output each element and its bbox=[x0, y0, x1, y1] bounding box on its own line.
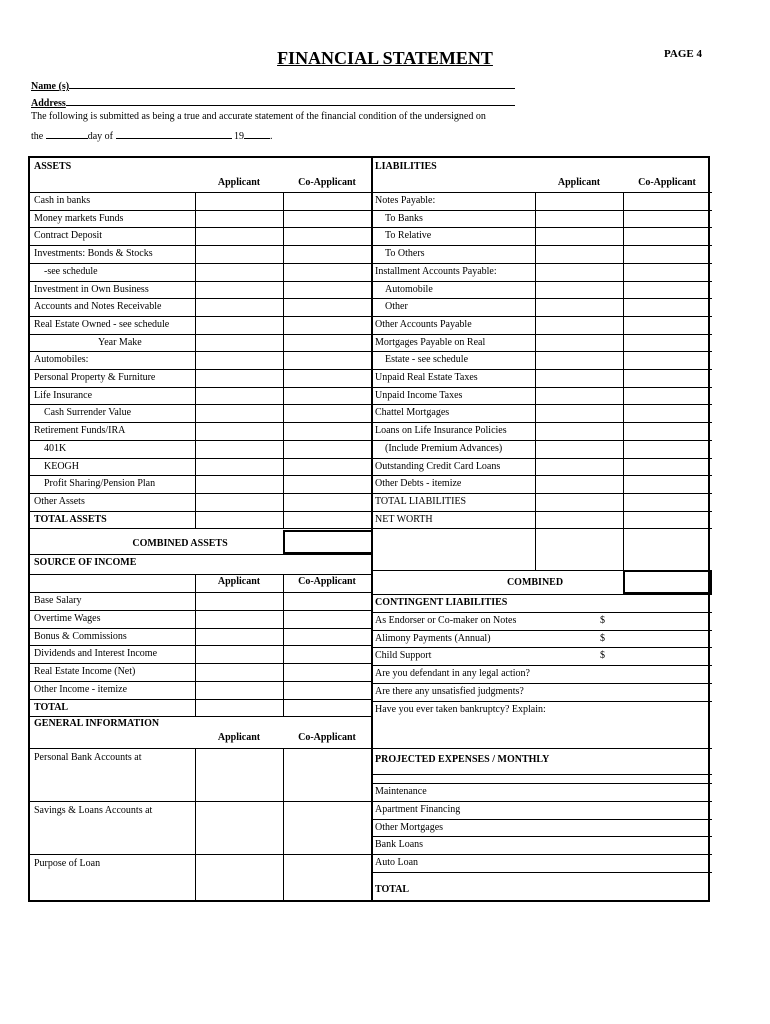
income-applicant-field[interactable] bbox=[196, 593, 283, 610]
asset-row-label: 401K bbox=[44, 442, 67, 454]
income-applicant-field[interactable] bbox=[196, 646, 283, 663]
general-col-rule bbox=[283, 748, 284, 902]
liability-row-label: NET WORTH bbox=[375, 513, 433, 525]
income-co-applicant-field[interactable] bbox=[284, 682, 371, 699]
general-applicant-field[interactable] bbox=[196, 749, 283, 801]
contingent-row-label: Alimony Payments (Annual) bbox=[375, 632, 491, 644]
contingent-answer-field[interactable] bbox=[610, 666, 708, 683]
date-end: . bbox=[270, 131, 273, 142]
general-col-rule bbox=[195, 748, 196, 902]
liability-co-applicant-field[interactable] bbox=[624, 352, 711, 369]
income-top-rule bbox=[30, 554, 371, 555]
contingent-answer-field[interactable] bbox=[610, 702, 708, 719]
expense-row-label: Other Mortgages bbox=[375, 821, 444, 833]
liability-applicant-field[interactable] bbox=[536, 264, 623, 281]
asset-co-applicant-field[interactable] bbox=[284, 423, 371, 440]
expense-amount-field[interactable] bbox=[510, 837, 708, 854]
asset-row-label: Year Make bbox=[98, 336, 142, 348]
spacer bbox=[371, 774, 712, 775]
liability-row-label: Estate - see schedule bbox=[385, 354, 469, 366]
general-row-label: Purpose of Loan bbox=[34, 858, 101, 870]
liability-applicant-field[interactable] bbox=[536, 352, 623, 369]
liability-co-applicant-field[interactable] bbox=[624, 193, 711, 210]
date-day-field[interactable] bbox=[46, 127, 88, 139]
asset-co-applicant-field[interactable] bbox=[284, 459, 371, 476]
liability-row-label: Unpaid Real Estate Taxes bbox=[375, 372, 478, 383]
asset-co-applicant-field[interactable] bbox=[284, 388, 371, 405]
income-row-label: Overtime Wages bbox=[34, 613, 101, 624]
asset-applicant-field[interactable] bbox=[196, 459, 283, 476]
liability-applicant-field[interactable] bbox=[536, 193, 623, 210]
income-co-applicant-field[interactable] bbox=[284, 611, 371, 628]
expense-row-label: Bank Loans bbox=[375, 839, 424, 851]
asset-row-label: KEOGH bbox=[44, 460, 79, 472]
asset-co-applicant-field[interactable] bbox=[284, 476, 371, 493]
income-co-applicant-header: Co-Applicant bbox=[298, 576, 356, 588]
liability-applicant-field[interactable] bbox=[536, 494, 623, 511]
liability-co-applicant-field[interactable] bbox=[624, 264, 711, 281]
liability-co-applicant-field[interactable] bbox=[624, 423, 711, 440]
asset-co-applicant-field[interactable] bbox=[284, 264, 371, 281]
asset-row-label: Investments: Bonds & Stocks bbox=[34, 248, 153, 260]
income-row-rule bbox=[30, 716, 371, 717]
expense-row-label: Maintenance bbox=[375, 786, 427, 798]
name-label: Name (s) bbox=[31, 81, 70, 92]
asset-co-applicant-field[interactable] bbox=[284, 282, 371, 299]
liability-co-applicant-field[interactable] bbox=[624, 459, 711, 476]
liability-applicant-field[interactable] bbox=[536, 370, 623, 387]
income-row-label: TOTAL bbox=[34, 701, 69, 713]
liabilities-title: LIABILITIES bbox=[375, 161, 437, 172]
contingent-row-label: As Endorser or Co-maker on Notes bbox=[375, 615, 517, 626]
asset-co-applicant-field[interactable] bbox=[284, 228, 371, 245]
liability-co-applicant-field[interactable] bbox=[624, 405, 711, 422]
expenses-title: PROJECTED EXPENSES / MONTHLY bbox=[375, 754, 550, 766]
assets-col-rule bbox=[283, 192, 284, 528]
asset-row-label: Automobiles: bbox=[34, 354, 89, 366]
liability-applicant-field[interactable] bbox=[536, 405, 623, 422]
date-the-label: the bbox=[31, 131, 44, 142]
liability-co-applicant-field[interactable] bbox=[624, 388, 711, 405]
income-co-applicant-field[interactable] bbox=[284, 700, 371, 717]
liability-row-label: Chattel Mortgages bbox=[375, 407, 450, 419]
general-co-applicant-field[interactable] bbox=[284, 855, 371, 907]
address-label: Address bbox=[31, 98, 66, 109]
liability-co-applicant-field[interactable] bbox=[624, 441, 711, 458]
income-co-applicant-field[interactable] bbox=[284, 629, 371, 646]
income-applicant-field[interactable] bbox=[196, 611, 283, 628]
asset-co-applicant-field[interactable] bbox=[284, 299, 371, 316]
income-applicant-field[interactable] bbox=[196, 664, 283, 681]
liability-applicant-field[interactable] bbox=[536, 246, 623, 263]
liability-row-label: Installment Accounts Payable: bbox=[375, 265, 497, 277]
expense-amount-field[interactable] bbox=[510, 820, 708, 837]
income-row-label: Bonus & Commissions bbox=[34, 630, 127, 642]
liability-co-applicant-field[interactable] bbox=[624, 282, 711, 299]
liability-co-applicant-field[interactable] bbox=[624, 512, 711, 529]
assets-col-rule bbox=[195, 192, 196, 528]
liability-row-label: To Relative bbox=[385, 230, 432, 242]
liability-row-label: Other Accounts Payable bbox=[375, 318, 472, 330]
income-title: SOURCE OF INCOME bbox=[34, 557, 137, 569]
general-applicant-header: Applicant bbox=[217, 732, 261, 744]
contingent-answer-field[interactable] bbox=[610, 684, 708, 701]
expense-amount-field[interactable] bbox=[510, 802, 708, 819]
asset-applicant-field[interactable] bbox=[196, 388, 283, 405]
asset-row-label: Real Estate Owned - see schedule bbox=[34, 318, 170, 330]
contingent-answer-field[interactable] bbox=[610, 648, 708, 665]
date-month-field[interactable] bbox=[116, 127, 232, 139]
income-applicant-field[interactable] bbox=[196, 700, 283, 717]
liability-applicant-field[interactable] bbox=[536, 335, 623, 352]
asset-co-applicant-field[interactable] bbox=[284, 512, 371, 529]
asset-co-applicant-field[interactable] bbox=[284, 405, 371, 422]
expenses-total-label: TOTAL bbox=[375, 883, 410, 895]
date-row bbox=[31, 127, 273, 142]
asset-row-label: Accounts and Notes Receivable bbox=[34, 301, 162, 313]
address-row bbox=[31, 94, 515, 109]
liability-co-applicant-field[interactable] bbox=[624, 317, 711, 334]
expense-amount-field[interactable] bbox=[510, 855, 708, 872]
asset-row-label: TOTAL ASSETS bbox=[34, 513, 107, 525]
asset-row-label: Cash Surrender Value bbox=[44, 407, 132, 419]
asset-applicant-field[interactable] bbox=[196, 494, 283, 511]
income-co-applicant-field[interactable] bbox=[284, 664, 371, 681]
assets-applicant-header: Applicant bbox=[217, 177, 261, 188]
asset-applicant-field[interactable] bbox=[196, 264, 283, 281]
liability-applicant-field[interactable] bbox=[536, 388, 623, 405]
liability-applicant-field[interactable] bbox=[536, 299, 623, 316]
contingent-top-rule bbox=[371, 594, 712, 595]
liability-co-applicant-field[interactable] bbox=[624, 494, 711, 511]
date-day-of-label: day of bbox=[87, 131, 113, 142]
expense-row-label: Auto Loan bbox=[375, 857, 419, 868]
asset-co-applicant-field[interactable] bbox=[284, 441, 371, 458]
asset-row-label: Contract Deposit bbox=[34, 230, 103, 242]
contingent-answer-field[interactable] bbox=[610, 613, 708, 630]
liability-row-label: Unpaid Income Taxes bbox=[375, 389, 463, 401]
asset-row-rule bbox=[30, 528, 371, 529]
asset-co-applicant-field[interactable] bbox=[284, 335, 371, 352]
asset-applicant-field[interactable] bbox=[196, 441, 283, 458]
asset-applicant-field[interactable] bbox=[196, 423, 283, 440]
asset-row-label: Money markets Funds bbox=[34, 212, 124, 224]
dollar-sign: $ bbox=[600, 632, 605, 644]
expense-row-label: Apartment Financing bbox=[375, 803, 461, 815]
asset-row-label: Retirement Funds/IRA bbox=[34, 425, 126, 437]
income-applicant-field[interactable] bbox=[196, 682, 283, 699]
liability-co-applicant-field[interactable] bbox=[624, 211, 711, 228]
expense-amount-field[interactable] bbox=[510, 784, 708, 801]
date-year-field[interactable] bbox=[244, 127, 270, 139]
liability-applicant-field[interactable] bbox=[536, 228, 623, 245]
asset-applicant-field[interactable] bbox=[196, 317, 283, 334]
asset-applicant-field[interactable] bbox=[196, 476, 283, 493]
liability-applicant-field[interactable] bbox=[536, 476, 623, 493]
address-field[interactable] bbox=[66, 94, 515, 106]
liabilities-col-rule bbox=[535, 192, 536, 570]
liability-row-label: To Banks bbox=[385, 212, 423, 224]
liabilities-col-rule bbox=[623, 192, 624, 570]
dollar-sign: $ bbox=[600, 650, 605, 662]
liability-applicant-field[interactable] bbox=[536, 423, 623, 440]
liability-row-label: Other Debts - itemize bbox=[375, 478, 462, 490]
income-co-applicant-field[interactable] bbox=[284, 646, 371, 663]
assets-title: ASSETS bbox=[34, 161, 72, 172]
asset-row-label: Investment in Own Business bbox=[34, 283, 149, 295]
spacer bbox=[30, 574, 371, 575]
general-co-applicant-header: Co-Applicant bbox=[298, 732, 356, 744]
net-worth-applicant-field[interactable] bbox=[536, 529, 623, 570]
liability-row-label: (Include Premium Advances) bbox=[385, 442, 503, 454]
page-number: PAGE 4 bbox=[664, 48, 702, 60]
asset-applicant-field[interactable] bbox=[196, 370, 283, 387]
general-row-label: Personal Bank Accounts at bbox=[34, 752, 142, 764]
liability-row-label: Loans on Life Insurance Policies bbox=[375, 425, 507, 437]
combined-label: COMBINED bbox=[506, 577, 564, 589]
asset-applicant-field[interactable] bbox=[196, 211, 283, 228]
liability-co-applicant-field[interactable] bbox=[624, 370, 711, 387]
liability-applicant-field[interactable] bbox=[536, 211, 623, 228]
asset-applicant-field[interactable] bbox=[196, 299, 283, 316]
liability-applicant-field[interactable] bbox=[536, 282, 623, 299]
asset-applicant-field[interactable] bbox=[196, 193, 283, 210]
name-row bbox=[31, 77, 515, 92]
combined-assets-label: COMBINED ASSETS bbox=[132, 538, 228, 550]
contingent-title: CONTINGENT LIABILITIES bbox=[375, 597, 508, 609]
income-co-applicant-field[interactable] bbox=[284, 593, 371, 610]
asset-row-label: Profit Sharing/Pension Plan bbox=[44, 478, 156, 490]
liability-co-applicant-field[interactable] bbox=[624, 299, 711, 316]
asset-co-applicant-field[interactable] bbox=[284, 211, 371, 228]
liability-row-label: Mortgages Payable on Real bbox=[375, 336, 486, 348]
asset-row-label: Life Insurance bbox=[34, 389, 93, 401]
name-field[interactable] bbox=[69, 77, 515, 89]
asset-row-label: Cash in banks bbox=[34, 195, 91, 206]
liability-row-label: TOTAL LIABILITIES bbox=[375, 495, 467, 507]
asset-co-applicant-field[interactable] bbox=[284, 494, 371, 511]
general-title: GENERAL INFORMATION bbox=[34, 718, 160, 730]
liability-applicant-field[interactable] bbox=[536, 317, 623, 334]
liability-row-label: Other bbox=[385, 301, 408, 313]
contingent-row-label: Child Support bbox=[375, 650, 432, 662]
asset-applicant-field[interactable] bbox=[196, 352, 283, 369]
general-header-rule bbox=[30, 748, 712, 749]
general-applicant-field[interactable] bbox=[196, 855, 283, 907]
liability-applicant-field[interactable] bbox=[536, 512, 623, 529]
combined-field[interactable] bbox=[623, 570, 712, 594]
statement-text: The following is submitted as being a true and accurate statement of the financial condition of the undersigned on bbox=[31, 111, 486, 122]
date-19-label: 19 bbox=[234, 131, 244, 142]
contingent-row-label: Are there any unsatisfied judgments? bbox=[375, 685, 524, 697]
income-row-label: Dividends and Interest Income bbox=[34, 648, 158, 660]
liability-applicant-field[interactable] bbox=[536, 459, 623, 476]
income-applicant-header: Applicant bbox=[217, 576, 261, 588]
liabilities-applicant-header: Applicant bbox=[557, 177, 601, 188]
asset-applicant-field[interactable] bbox=[196, 282, 283, 299]
liability-applicant-field[interactable] bbox=[536, 441, 623, 458]
liability-row-label: Outstanding Credit Card Loans bbox=[375, 460, 501, 472]
asset-applicant-field[interactable] bbox=[196, 405, 283, 422]
asset-row-label: Other Assets bbox=[34, 495, 85, 507]
dollar-sign: $ bbox=[600, 615, 605, 626]
contingent-row-label: Have you ever taken bankruptcy? Explain: bbox=[375, 703, 546, 715]
asset-applicant-field[interactable] bbox=[196, 335, 283, 352]
income-row-label: Real Estate Income (Net) bbox=[34, 666, 136, 678]
liability-row-label: Automobile bbox=[385, 283, 433, 295]
asset-co-applicant-field[interactable] bbox=[284, 370, 371, 387]
asset-co-applicant-field[interactable] bbox=[284, 193, 371, 210]
financial-form bbox=[28, 156, 710, 902]
liability-row-label: Notes Payable: bbox=[375, 195, 436, 206]
liability-co-applicant-field[interactable] bbox=[624, 246, 711, 263]
general-co-applicant-field[interactable] bbox=[284, 749, 371, 801]
income-applicant-field[interactable] bbox=[196, 629, 283, 646]
asset-co-applicant-field[interactable] bbox=[284, 352, 371, 369]
general-row-label: Savings & Loans Accounts at bbox=[34, 805, 153, 817]
liability-co-applicant-field[interactable] bbox=[624, 476, 711, 493]
liability-co-applicant-field[interactable] bbox=[624, 335, 711, 352]
asset-applicant-field[interactable] bbox=[196, 512, 283, 529]
general-applicant-field[interactable] bbox=[196, 802, 283, 854]
income-row-label: Base Salary bbox=[34, 595, 82, 607]
asset-row-label: Personal Property & Furniture bbox=[34, 372, 156, 383]
asset-row-label: -see schedule bbox=[44, 265, 98, 277]
assets-co-applicant-header: Co-Applicant bbox=[298, 177, 356, 188]
general-co-applicant-field[interactable] bbox=[284, 802, 371, 854]
income-row-label: Other Income - itemize bbox=[34, 683, 128, 695]
contingent-answer-field[interactable] bbox=[610, 631, 708, 648]
liability-row-label: To Others bbox=[385, 248, 425, 260]
page-title: FINANCIAL STATEMENT bbox=[277, 48, 493, 68]
contingent-row-label: Are you defendant in any legal action? bbox=[375, 668, 530, 680]
asset-applicant-field[interactable] bbox=[196, 246, 283, 263]
asset-co-applicant-field[interactable] bbox=[284, 246, 371, 263]
liability-co-applicant-field[interactable] bbox=[624, 228, 711, 245]
asset-co-applicant-field[interactable] bbox=[284, 317, 371, 334]
net-worth-co-applicant-field[interactable] bbox=[624, 529, 711, 570]
combined-assets-field[interactable] bbox=[283, 530, 373, 554]
liabilities-co-applicant-header: Co-Applicant bbox=[638, 177, 696, 188]
expenses-total-field[interactable] bbox=[510, 873, 708, 901]
asset-applicant-field[interactable] bbox=[196, 228, 283, 245]
